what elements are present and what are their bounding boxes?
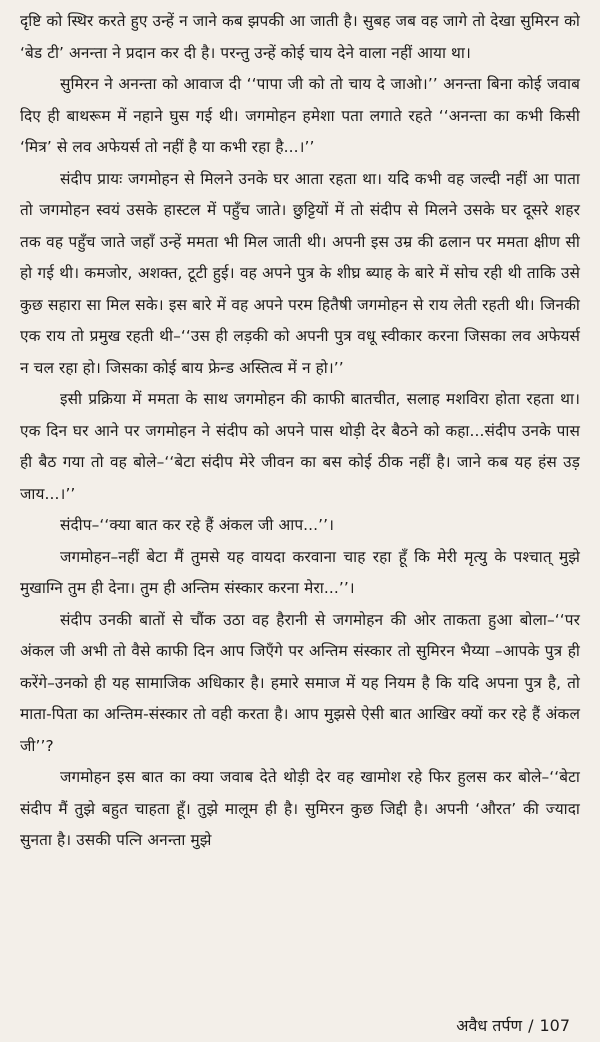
body-text [20,6,580,857]
page-number: 107 [539,1016,570,1035]
paragraph-4: इसी प्रक्रिया में ममता के साथ जगमोहन की काफी बातचीत, सलाह मशविरा होता रहता था। एक दिन घर आने पर जगमोहन ने संदीप को अपने पास थोड़ी देर बैठने को कहा...संदीप उनके पास ही बैठ गया तो वह बोले–‘‘बेटा संदीप मेरे जीवन का बस कोई ठीक नहीं है। जाने कब यह हंस उड़ जाय...।’’ [20,390,580,503]
paragraph-3: संदीप प्रायः जगमोहन से मिलने उनके घर आता रहता था। यदि कभी वह जल्दी नहीं आ पाता तो जगमोहन स्वयं उसके हास्टल में पहुँच जाते। छुट्टियों में तो संदीप से मिलने उसके घर दूसरे शहर तक वह पहुँच जाते जहाँ उन्हें ममता भी मिल जाती थी। अपनी इस उम्र की ढलान पर ममता क्षीण सी हो गई थी। कमजोर, अशक्त, टूटी हुई। वह अपने पुत्र के शीघ्र ब्याह के बारे में सोच रही थी ताकि उसे कुछ सहारा सा मिल सके। इस बारे में वह अपने परम हितैषी जगमोहन से राय लेती रहती थी। जिनकी एक राय तो प्रमुख रहती थी–‘‘उस ही लड़की को अपनी पुत्र वधू स्वीकार करना जिसका लव अफेयर्स न चल रहा हो। जिसका कोई बाय फ्रेन्ड अस्तित्व में न हो।’’ [20,169,580,377]
paragraph-2: सुमिरन ने अनन्ता को आवाज दी ‘‘पापा जी को तो चाय दे जाओ।’’ अनन्ता बिना कोई जवाब दिए ही बाथरूम में नहाने घुस गई थी। जगमोहन हमेशा पता लगाते रहते ‘‘अनन्ता का कभी किसी ‘मित्र’ से लव अफेयर्स तो नहीं है या कभी रहा है...।’’ [20,75,580,156]
paragraph-1: दृष्टि को स्थिर करते हुए उन्हें न जाने कब झपकी आ जाती है। सुबह जब वह जागे तो देखा सुमिरन को ‘बेड टी’ अनन्ता ने प्रदान कर दी है। परन्तु उन्हें कोई चाय देने वाला नहीं आया था। [20,12,580,62]
paragraph-5: संदीप–‘‘क्या बात कर रहे हैं अंकल जी आप...’’। [60,516,335,534]
footer-separator: / [528,1016,534,1035]
book-title: अवैध तर्पण [456,1016,523,1035]
paragraph-6: जगमोहन–नहीं बेटा मैं तुमसे यह वायदा करवाना चाह रहा हूँ कि मेरी मृत्यु के पश्चात् मुझे मुखाग्नि तुम ही देना। तुम ही अन्तिम संस्कार करना मेरा...’’। [20,547,580,597]
page-footer [456,1016,570,1036]
paragraph-8: जगमोहन इस बात का क्या जवाब देते थोड़ी देर वह खामोश रहे फिर हुलस कर बोले–‘‘बेटा संदीप मैं तुझे बहुत चाहता हूँ। तुझे मालूम ही है। सुमिरन कुछ जिद्दी है। अपनी ‘औरत’ की ज्यादा सुनता है। उसकी पत्नि अनन्ता मुझे [20,768,580,849]
paragraph-7: संदीप उनकी बातों से चौंक उठा वह हैरानी से जगमोहन की ओर ताकता हुआ बोला–‘‘पर अंकल जी अभी तो वैसे काफी दिन आप जिएँगे पर अन्तिम संस्कार तो सुमिरन भैय्या –आपके पुत्र ही करेंगे–उनको ही यह सामाजिक अधिकार है। हमारे समाज में यह नियम है कि यदि अपना पुत्र है, तो माता-पिता का अन्तिम-संस्कार तो वही करता है। आप मुझसे ऐसी बात आखिर क्यों कर रहे हैं अंकल जी’’? [20,610,580,755]
